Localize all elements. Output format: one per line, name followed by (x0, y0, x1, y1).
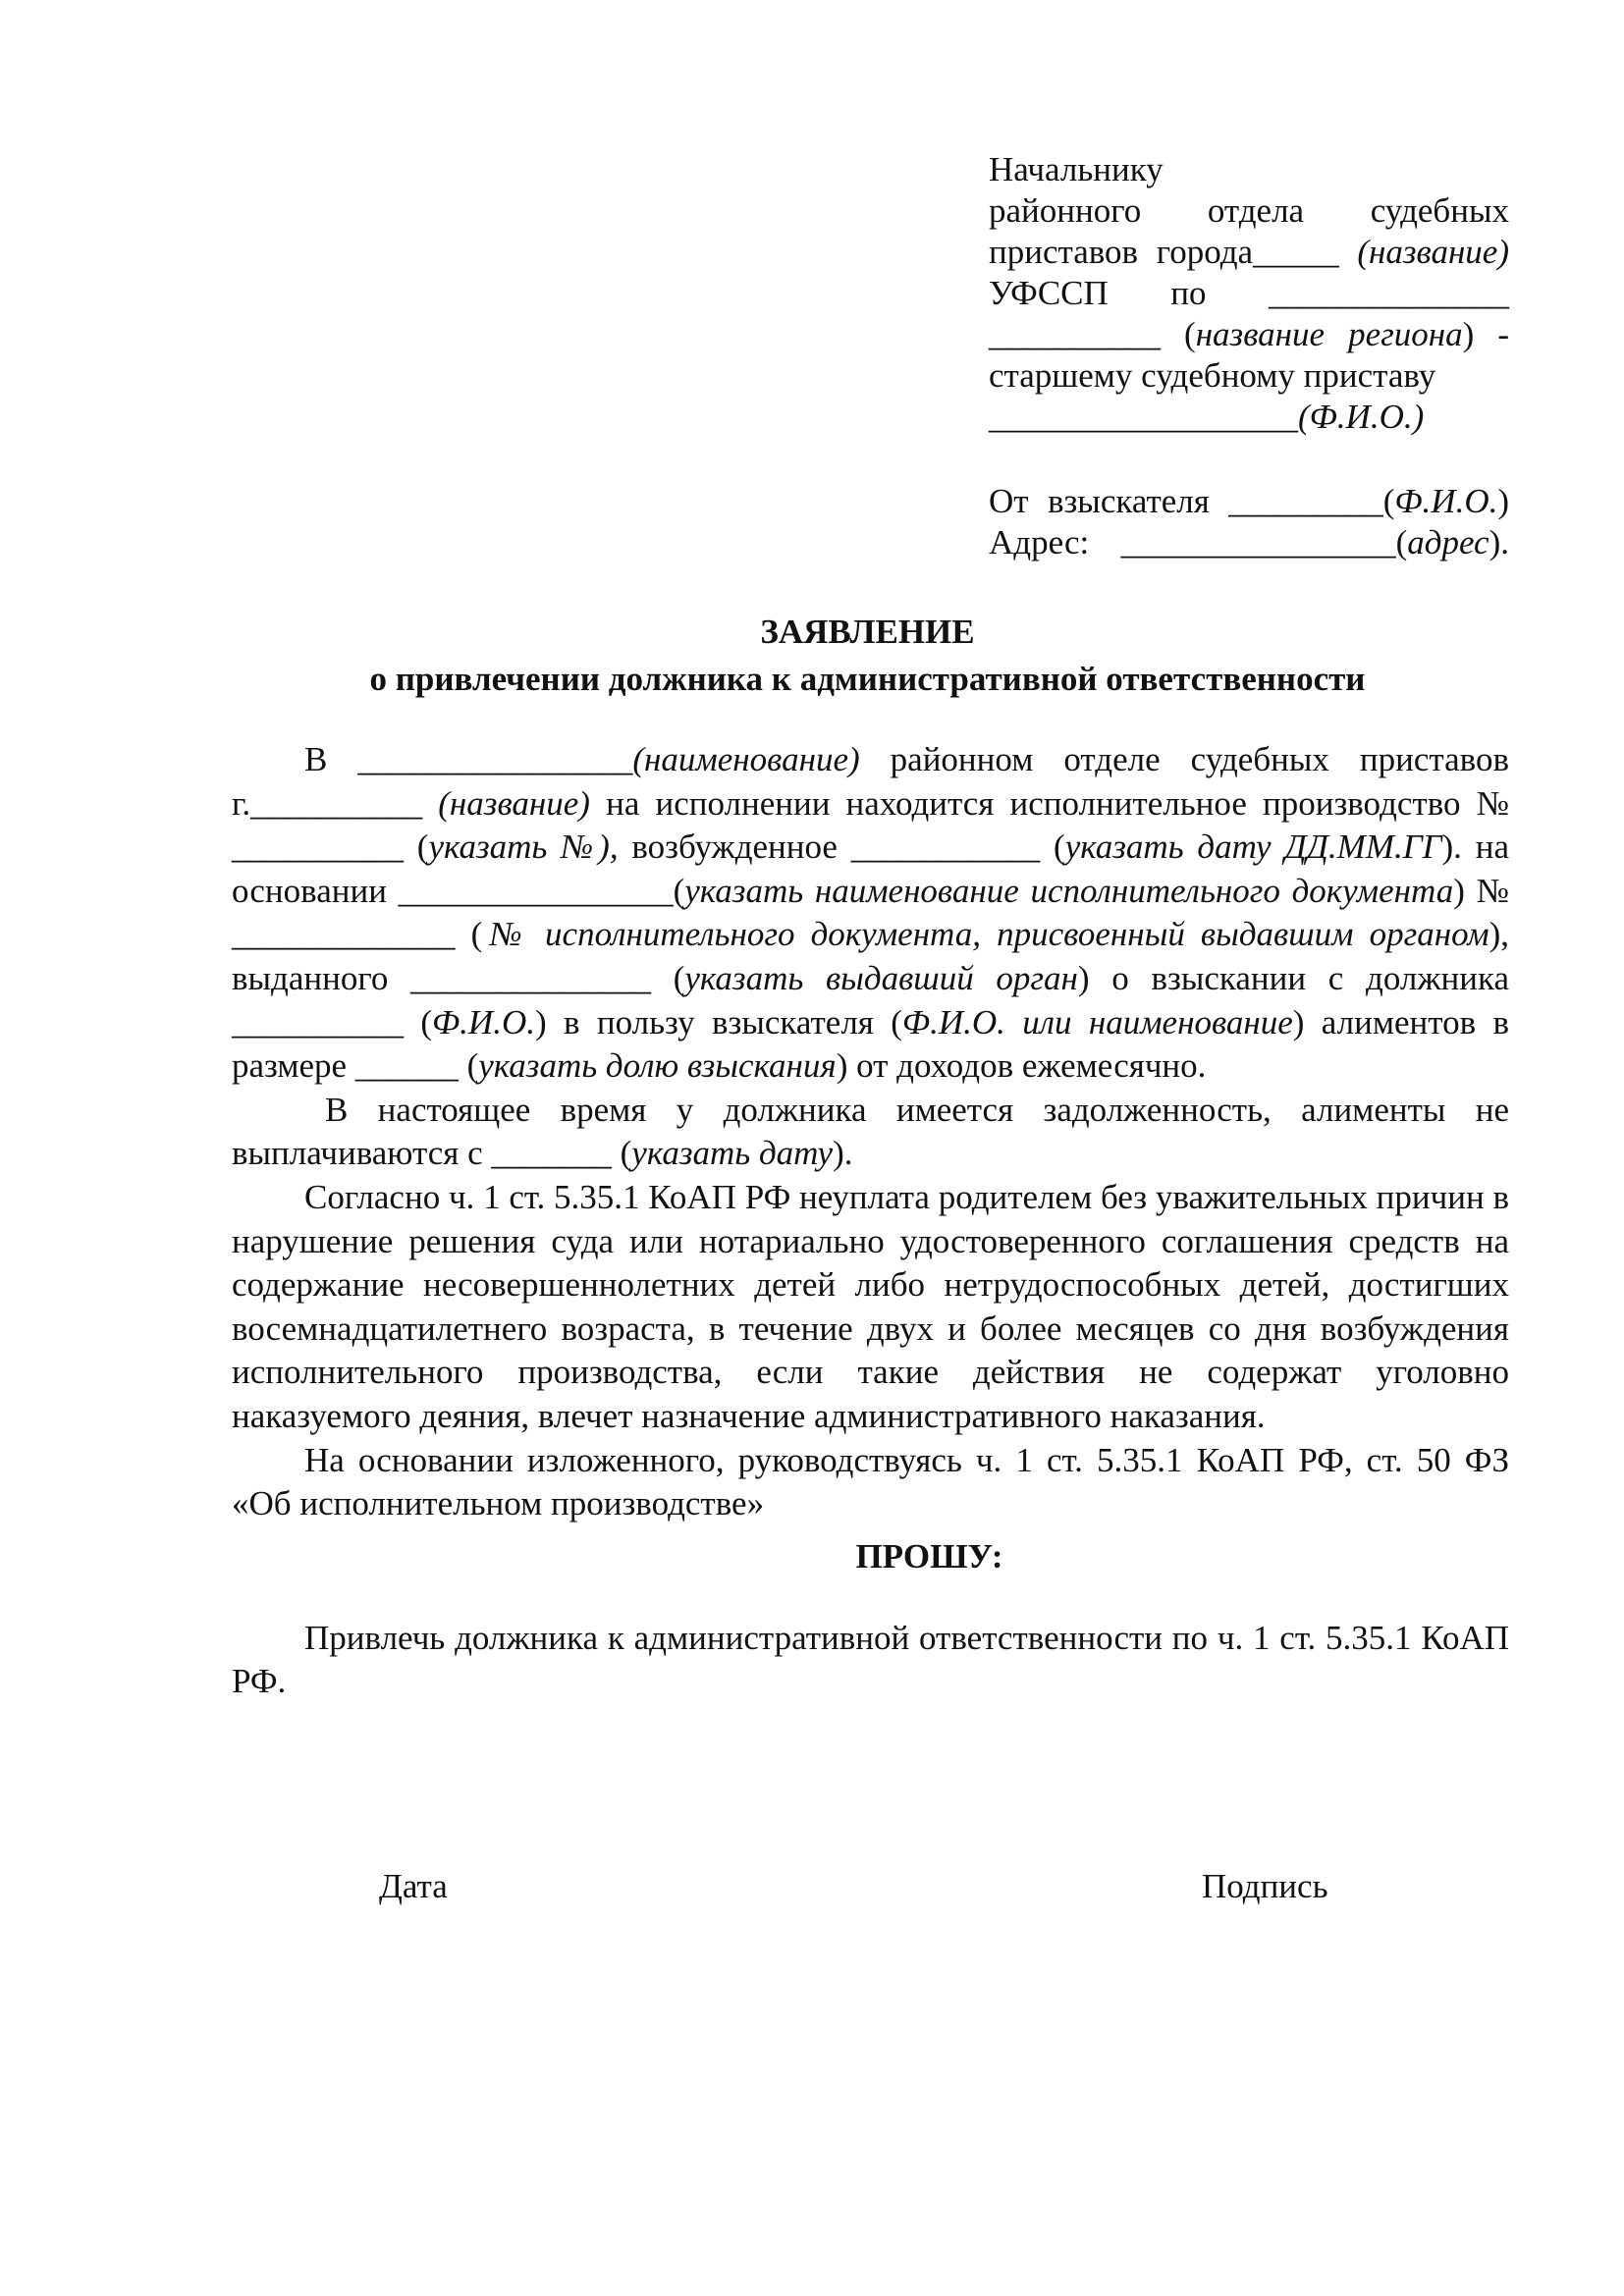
document-title (226, 609, 1509, 703)
addressee-line-2: районного отдела судебных (989, 191, 1509, 230)
addressee-line-3: приставов города_____ (название) (989, 233, 1509, 271)
request-heading: ПРОШУ: (855, 1536, 1003, 1575)
addressee-line-1: Начальнику (989, 150, 1164, 188)
paragraph-basis: На основании изложенного, руководствуясь ч. 1 ст. 5.35.1 КоАП РФ, ст. 50 ФЗ «Об исполнительном производстве» (232, 1440, 1509, 1523)
paragraph-debt: В настоящее время у должника имеется задолженность, алименты не выплачиваются с _______ (указать дату). (232, 1090, 1509, 1173)
paragraph-law-reference: Согласно ч. 1 ст. 5.35.1 КоАП РФ неуплата родителем без уважительных причин в нарушение решения суда или нотариально удостоверенного соглашения средств на содержание несовершеннолетних детей либо нетрудоспособных детей, достигших восемнадцатилетнего возраста, в течение двух и более месяцев со дня возбуждения исполнительного производства, если такие действия не содержат уголовно наказуемого деяния, влечет назначение административного наказания. (232, 1177, 1509, 1435)
signature-label: Подпись (1202, 1867, 1328, 1905)
addressee-block (989, 149, 1509, 563)
paragraph-request: Привлечь должника к административной ответственности по ч. 1 ст. 5.35.1 КоАП РФ. (232, 1618, 1509, 1701)
title-heading: ЗАЯВЛЕНИЕ (760, 613, 975, 651)
addressee-line-4: УФССП по ______________ (989, 274, 1509, 312)
addressee-line-7: __________________(Ф.И.О.) (989, 398, 1425, 436)
title-subheading: о привлечении должника к административной ответственности (369, 660, 1366, 698)
addressee-line-5: __________ (название региона) - (989, 315, 1509, 353)
document-body (232, 738, 1509, 1704)
addressee-line-6: старшему судебному приставу (989, 356, 1436, 395)
date-label: Дата (379, 1867, 448, 1905)
applicant-line: От взыскателя _________(Ф.И.О.) (989, 482, 1509, 520)
applicant-address-line: Адрес: ________________(адрес). (989, 523, 1509, 561)
paragraph-case-details: В ________________(наименование) районном отделе судебных приставов г.__________ (название) на исполнении находится исполнительное производство № __________ (указать №), возбужденное ___________ (указать дату ДД.ММ.ГГ). на основании ________________(указать наименование исполнительного документа) № _____________ (№ исполнительного документа, присвоенный выдавшим органом), выданного ______________ (указать выдавший орган) о взыскании с должника __________ (Ф.И.О.) в пользу взыскателя (Ф.И.О. или наименование) алиментов в размере ______ (указать долю взыскания) от доходов ежемесячно. (232, 740, 1510, 1086)
